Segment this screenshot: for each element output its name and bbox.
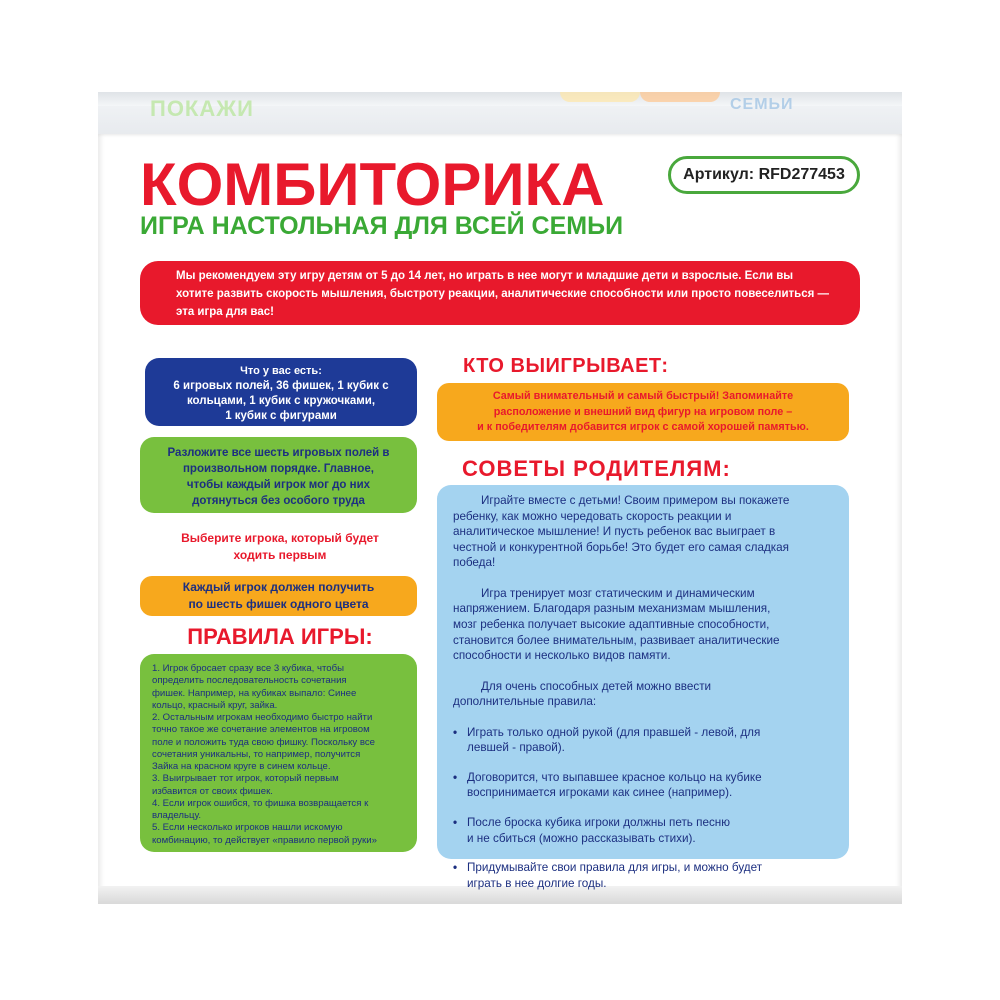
bullet-text	[467, 770, 762, 801]
rules-line: 3. Выигрывает тот игрок, который первым	[152, 773, 339, 785]
rules-line: владельцу.	[152, 810, 202, 822]
game-title: КОМБИТОРИКА	[140, 151, 605, 218]
lid-text-left: ПОКАЖИ	[150, 96, 254, 121]
rules-title: ПРАВИЛА ИГРЫ:	[187, 624, 373, 649]
bullet-text	[467, 860, 762, 891]
winner-title: КТО ВЫИГРЫВАЕТ:	[463, 355, 669, 377]
bullet-line: играть в нее долгие годы.	[467, 876, 607, 890]
layout-step-line: дотянуться без особого труда	[192, 495, 365, 508]
choose-line: Выберите игрока, который будет	[181, 531, 379, 545]
bullet-line: После броска кубика игроки должны петь песню	[467, 816, 731, 829]
bullet-line: Договорится, что выпавшее красное кольцо на кубике	[467, 770, 762, 784]
tips-line: мозг ребенка получает высокие адаптивные способности,	[453, 617, 770, 631]
tips-line: способности и несколько видов памяти.	[453, 649, 671, 663]
bullet-text	[467, 725, 760, 756]
tips-bullet	[453, 815, 835, 846]
intro-line: хотите развить скорость мышления, быстроту реакции, аналитические способности или просто повеселиться —	[176, 287, 830, 300]
intro-panel	[140, 261, 860, 325]
layout-step-line: чтобы каждый игрок мог до них	[186, 479, 371, 492]
tips-line: честной и конкурентной борьбе! Это будет его самая сладкая	[453, 540, 790, 554]
rules-panel	[140, 654, 417, 852]
tips-line: Игра тренирует мозг статическим и динамическим	[481, 586, 755, 600]
rules-line: комбинацию, то действует «правило первой руки»	[152, 834, 377, 846]
rules-line: фишек. Например, на кубиках выпало: Синее	[152, 687, 357, 699]
rules-line: 4. Если игрок ошибся, то фишка возвращается к	[152, 797, 369, 809]
bullet-line: Играть только одной рукой (для правшей - левой, для	[467, 725, 761, 739]
rules-line: избавится от своих фишек.	[152, 785, 273, 797]
contents-heading: Что у вас есть:	[240, 365, 322, 377]
tips-line: аналитическое мышление! И пусть ребенок вас выиграет в	[453, 525, 776, 539]
chips-line: Каждый игрок должен получить	[182, 580, 375, 594]
layout-step-line: произвольном порядке. Главное,	[182, 463, 374, 476]
bullet-text	[467, 815, 730, 846]
contents-line: кольцами, 1 кубик с кружочками,	[186, 394, 376, 407]
chips-step-panel	[140, 576, 417, 616]
tips-bullet	[453, 770, 835, 801]
contents-line: 6 игровых полей, 36 фишек, 1 кубик с	[173, 379, 389, 392]
layout-step-line: Разложите все шесть игровых полей в	[167, 447, 390, 459]
choose-line: ходить первым	[233, 548, 327, 563]
rules-line: Зайка на красном круге в синем кольце.	[152, 761, 331, 773]
rules-line: точно такое же сочетание элементов на игровом	[152, 724, 370, 736]
tips-bullet	[453, 725, 835, 756]
tips-line: становится более внимательным, развивает аналитические	[453, 633, 780, 647]
rules-line: определить последовательность сочетания	[152, 675, 347, 687]
rules-line: кольцо, красный круг, зайка.	[152, 699, 278, 711]
intro-line: Мы рекомендуем эту игру детям от 5 до 14 лет, но играть в нее могут и младшие дети и взрослые. Если вы	[176, 270, 794, 282]
article-badge: Артикул: RFD277453	[668, 156, 860, 194]
tips-line: ребенку, как можно чередовать скорость реакции и	[453, 509, 732, 523]
layout-step-panel	[140, 437, 417, 513]
contents-panel	[145, 358, 417, 426]
bullet-icon: •	[453, 816, 458, 829]
winner-line: и к победителям добавится игрок с самой хорошей памятью.	[477, 421, 809, 434]
chips-line: по шесть фишек одного цвета	[188, 596, 369, 611]
bullet-line: воспринимается игроками как синее (например).	[467, 786, 733, 800]
tips-line: Для очень способных детей можно ввести	[481, 679, 712, 693]
tips-line: победа!	[453, 556, 496, 570]
bullet-icon: •	[453, 770, 458, 784]
bullet-line: левшей - правой).	[467, 741, 565, 755]
tips-panel	[437, 485, 849, 890]
contents-line: 1 кубик с фигурами	[225, 409, 337, 422]
bullet-line: и не сбиться (можно рассказывать стихи).	[467, 831, 696, 845]
tips-paragraph-3	[453, 679, 835, 710]
rules-line: 5. Если несколько игроков нашли искомую	[152, 822, 343, 834]
rules-line: поле и положить туда свою фишку. Поскольку все	[152, 736, 375, 748]
tips-line: Играйте вместе с детьми! Своим примером вы покажете	[481, 494, 790, 507]
rules-line: 2. Остальным игрокам необходимо быстро найти	[152, 712, 373, 724]
tips-title: СОВЕТЫ РОДИТЕЛЯМ:	[462, 456, 731, 481]
lid-decoration-yellow	[560, 92, 640, 102]
tips-line: дополнительные правила:	[453, 695, 597, 709]
tips-bullet	[453, 860, 835, 891]
winner-panel	[437, 383, 849, 441]
bullet-icon: •	[453, 861, 458, 875]
winner-line: Самый внимательный и самый быстрый! Запоминайте	[492, 390, 794, 402]
rules-line: сочетания уникальны, то например, получится	[152, 748, 361, 760]
intro-line: эта игра для вас!	[176, 305, 274, 318]
tips-line: напряжением. Благодаря разным механизмам мышления,	[453, 602, 771, 616]
rules-line: 1. Игрок бросает сразу все 3 кубика, чтобы	[152, 663, 345, 674]
bullet-icon: •	[453, 725, 458, 739]
game-subtitle: ИГРА НАСТОЛЬНАЯ ДЛЯ ВСЕЙ СЕМЬИ	[140, 212, 624, 240]
winner-line: расположение и внешний вид фигур на игровом поле –	[493, 405, 793, 418]
lid-text-right: СЕМЬИ	[730, 96, 794, 113]
tips-paragraph-2	[453, 586, 835, 664]
bullet-line: Придумывайте свои правила для игры, и можно будет	[467, 861, 763, 875]
lid-decoration-orange	[640, 92, 720, 102]
choose-player-text	[145, 530, 415, 565]
tips-paragraph-1	[453, 493, 835, 571]
